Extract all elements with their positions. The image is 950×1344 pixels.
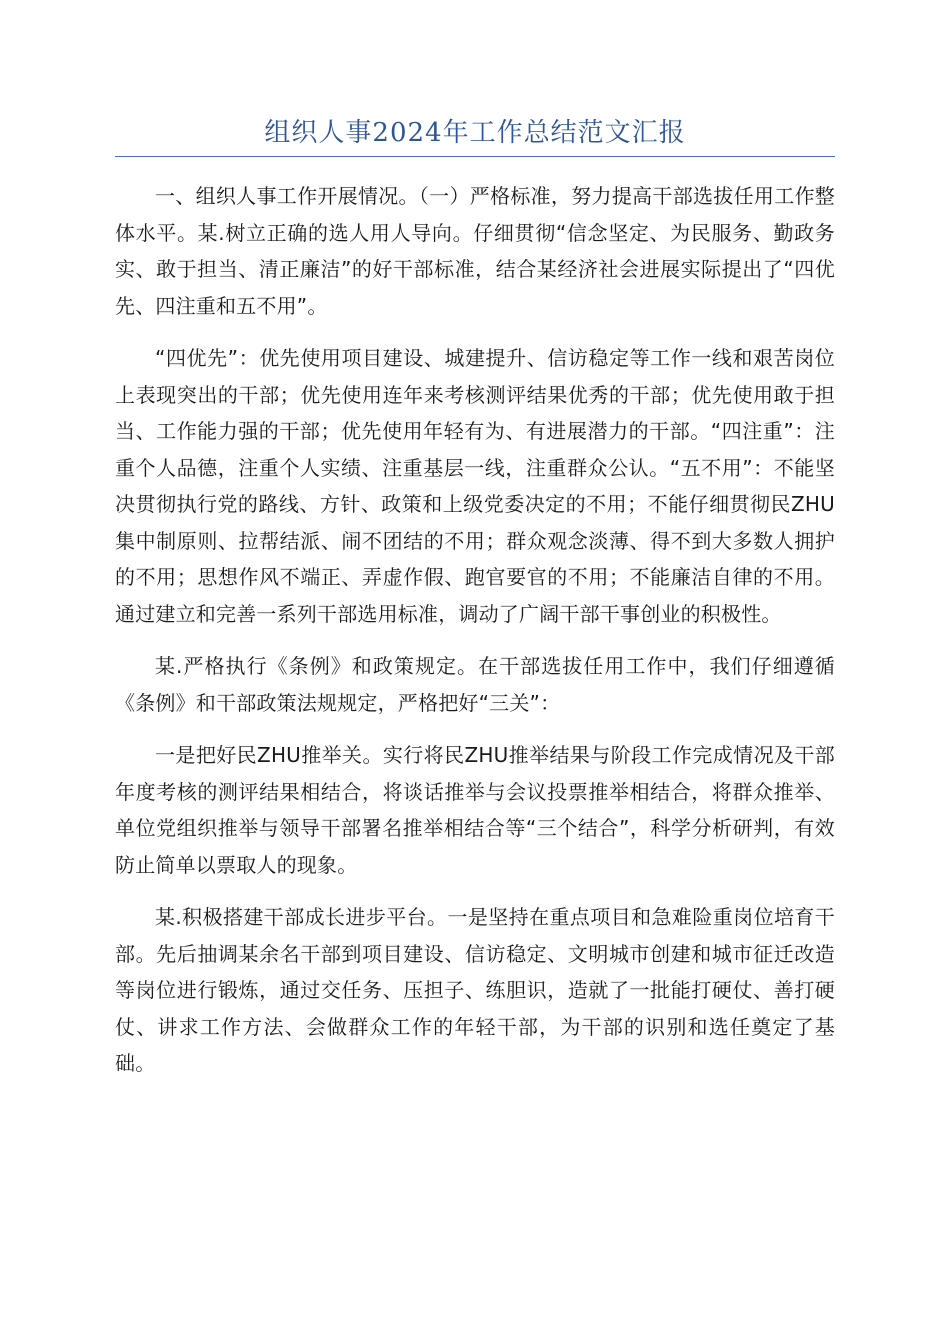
- paragraph-1: 一、组织人事工作开展情况。（一）严格标准，努力提高干部选拔任用工作整体水平。某.树立正确的选人用人导向。仔细贯彻“信念坚定、为民服务、勤政务实、敢于担当、清正廉洁”的好干部标准，结合某经济社会进展实际提出了“四优先、四注重和五不用”。: [115, 184, 835, 318]
- document-body: [115, 178, 835, 1098]
- paragraph-3: 某.严格执行《条例》和政策规定。在干部选拔任用工作中，我们仔细遵循《条例》和干部政策法规规定，严格把好“三关”：: [115, 654, 835, 715]
- title-block: [115, 112, 835, 157]
- paragraph-5: 某.积极搭建干部成长进步平台。一是坚持在重点项目和急难险重岗位培育干部。先后抽调某余名干部到项目建设、信访稳定、文明城市创建和城市征迁改造等岗位进行锻炼，通过交任务、压担子、练胆识，造就了一批能打硬仗、善打硬仗、讲求工作方法、会做群众工作的年轻干部，为干部的识别和选任奠定了基础。: [115, 905, 835, 1075]
- paragraph-4: 一是把好民ZHU推举关。实行将民ZHU推举结果与阶段工作完成情况及干部年度考核的测评结果相结合，将谈话推举与会议投票推举相结合，将群众推举、单位党组织推举与领导干部署名推举相结合等“三个结合”，科学分析研判，有效防止简单以票取人的现象。: [115, 743, 835, 877]
- document-title: 组织人事2024年工作总结范文汇报: [264, 118, 686, 148]
- paragraph-2: “四优先”：优先使用项目建设、城建提升、信访稳定等工作一线和艰苦岗位上表现突出的干部；优先使用连年来考核测评结果优秀的干部；优先使用敢于担当、工作能力强的干部；优先使用年轻有为、有进展潜力的干部。“四注重”：注重个人品德，注重个人实绩、注重基层一线，注重群众公认。“五不用”：不能坚决贯彻执行党的路线、方针、政策和上级党委决定的不用；不能仔细贯彻民ZHU集中制原则、拉帮结派、闹不团结的不用；群众观念淡薄、得不到大多数人拥护的不用；思想作风不端正、弄虚作假、跑官要官的不用；不能廉洁自律的不用。通过建立和完善一系列干部选用标准，调动了广阔干部干事创业的积极性。: [115, 346, 835, 626]
